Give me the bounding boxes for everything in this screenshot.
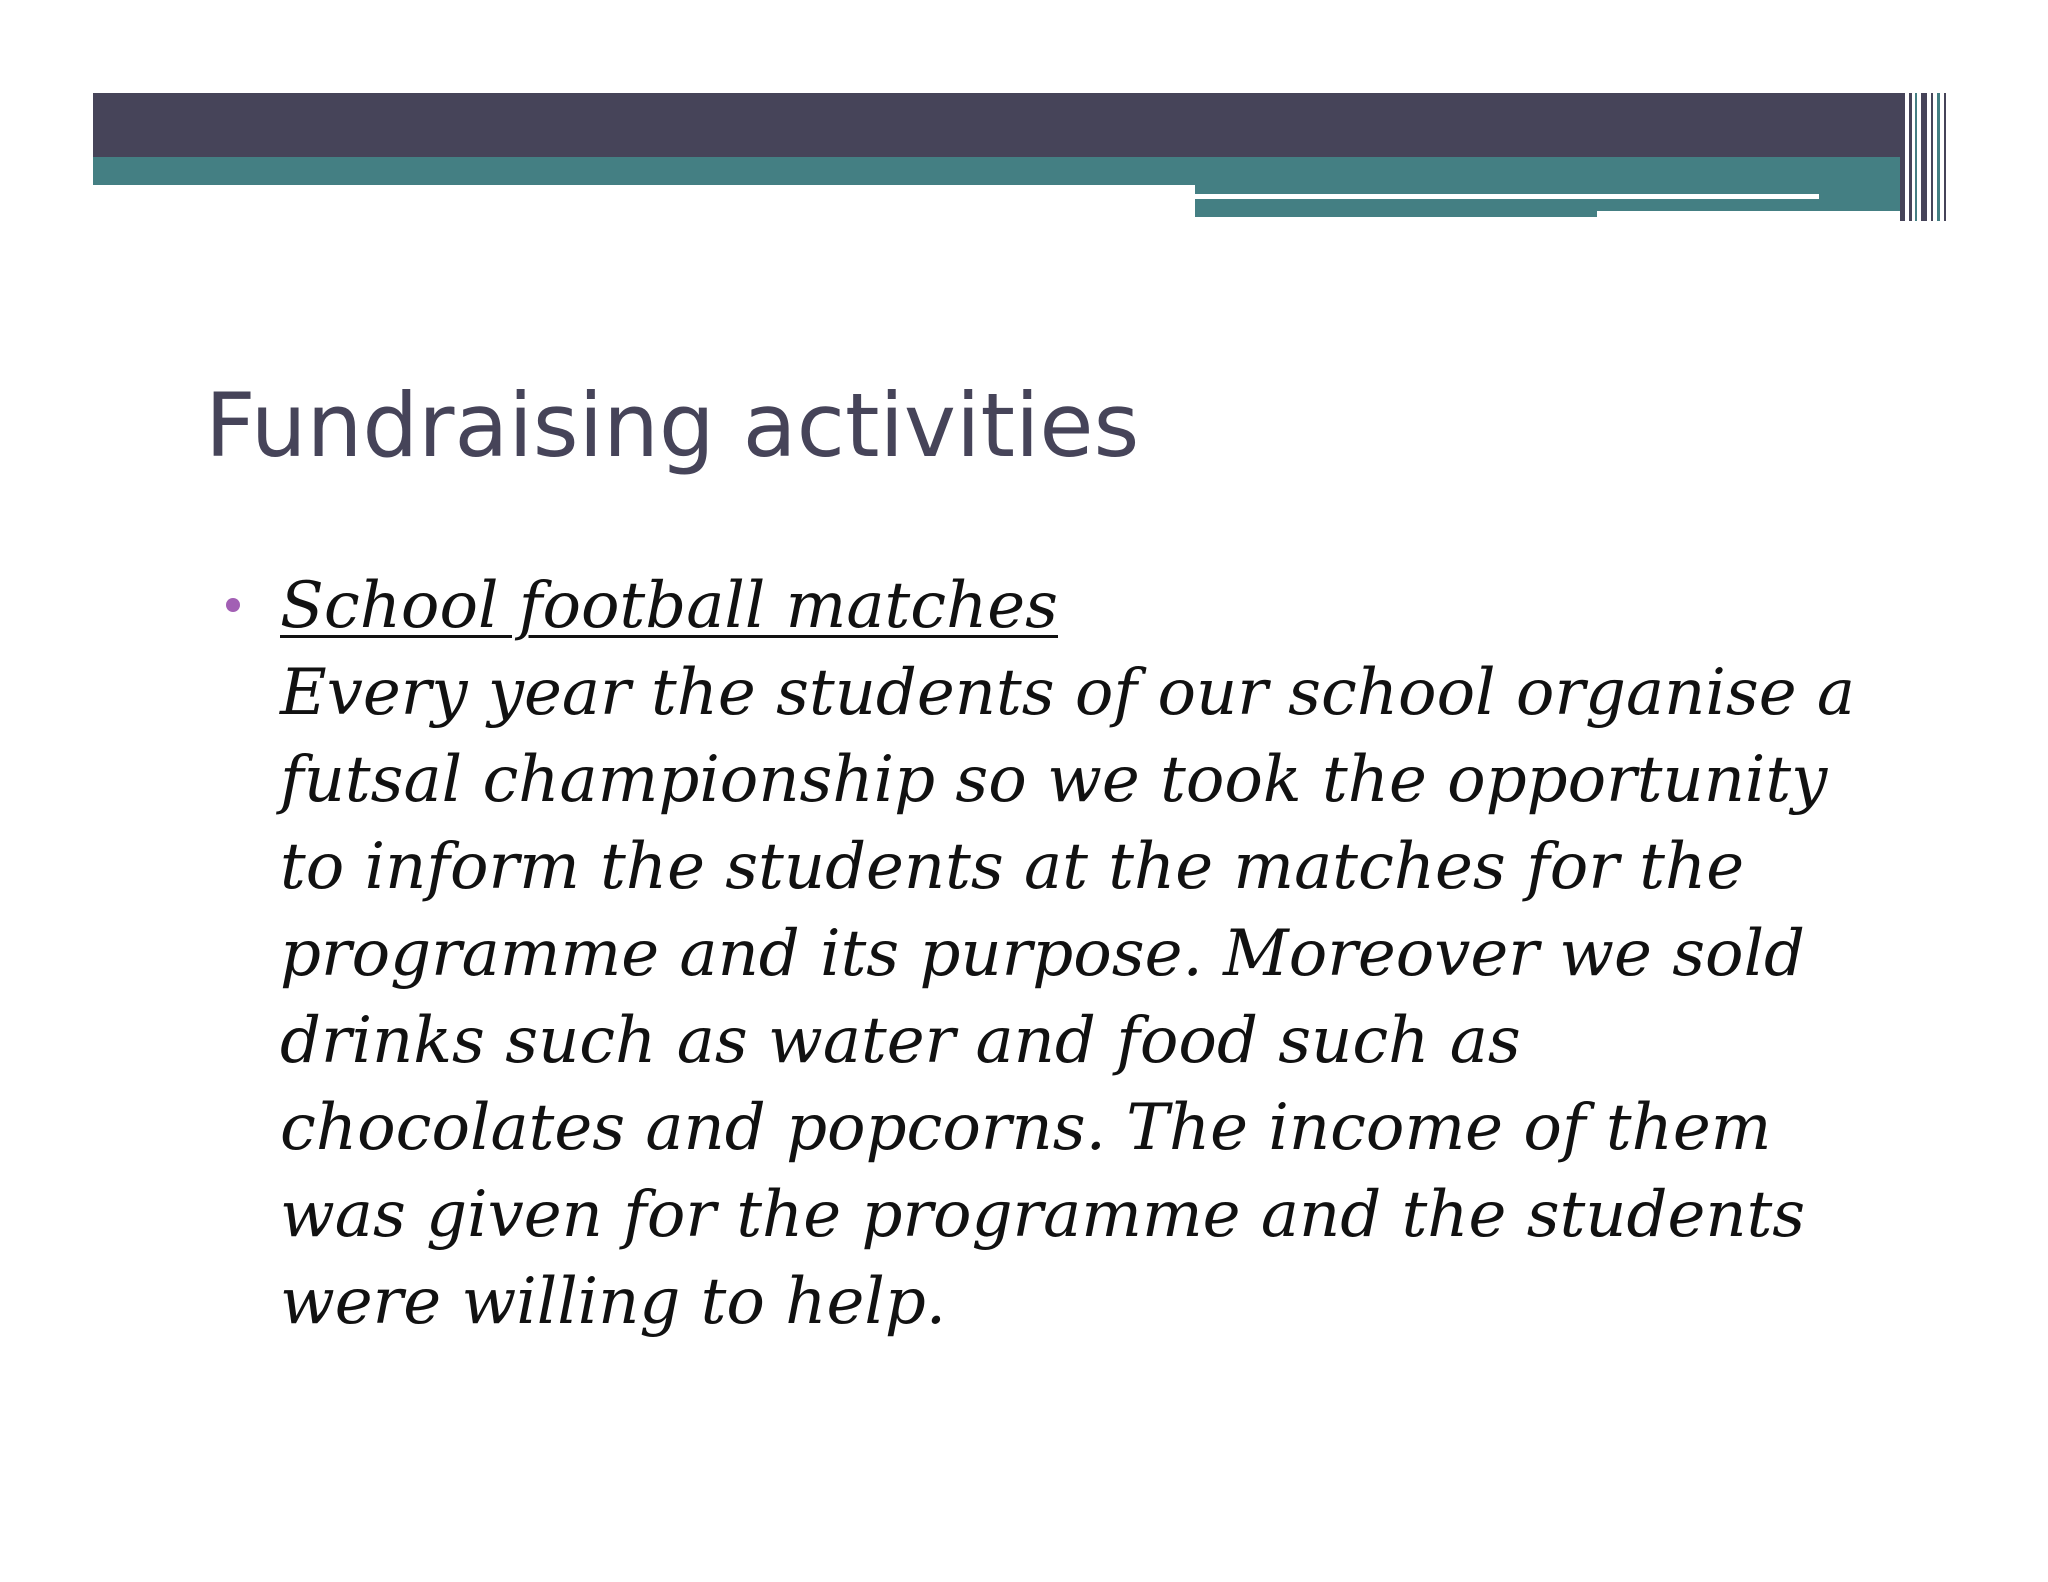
header-banner-accent-line-lower <box>1597 211 1917 219</box>
header-banner-accent-line <box>1195 194 1819 199</box>
header-banner-dark <box>93 93 1905 157</box>
bullet-list <box>226 562 1886 1346</box>
bullet-heading: School football matches <box>280 569 1058 643</box>
bullet-body-text: Every year the students of our school organise a futsal championship so we took the opportunity to inform the students at the matches for the programme and its purpose. Moreover we sold drinks such as water and food such as chocolates and popcorns. The income of them was given for the programme and the students were willing to help. <box>280 656 1856 1339</box>
slide-title: Fundraising activities <box>205 374 1140 477</box>
header-banner-teal <box>93 157 1905 185</box>
header-banner-stripes <box>1900 93 1955 221</box>
bullet-marker <box>226 598 240 612</box>
bullet-item <box>226 562 1886 1346</box>
